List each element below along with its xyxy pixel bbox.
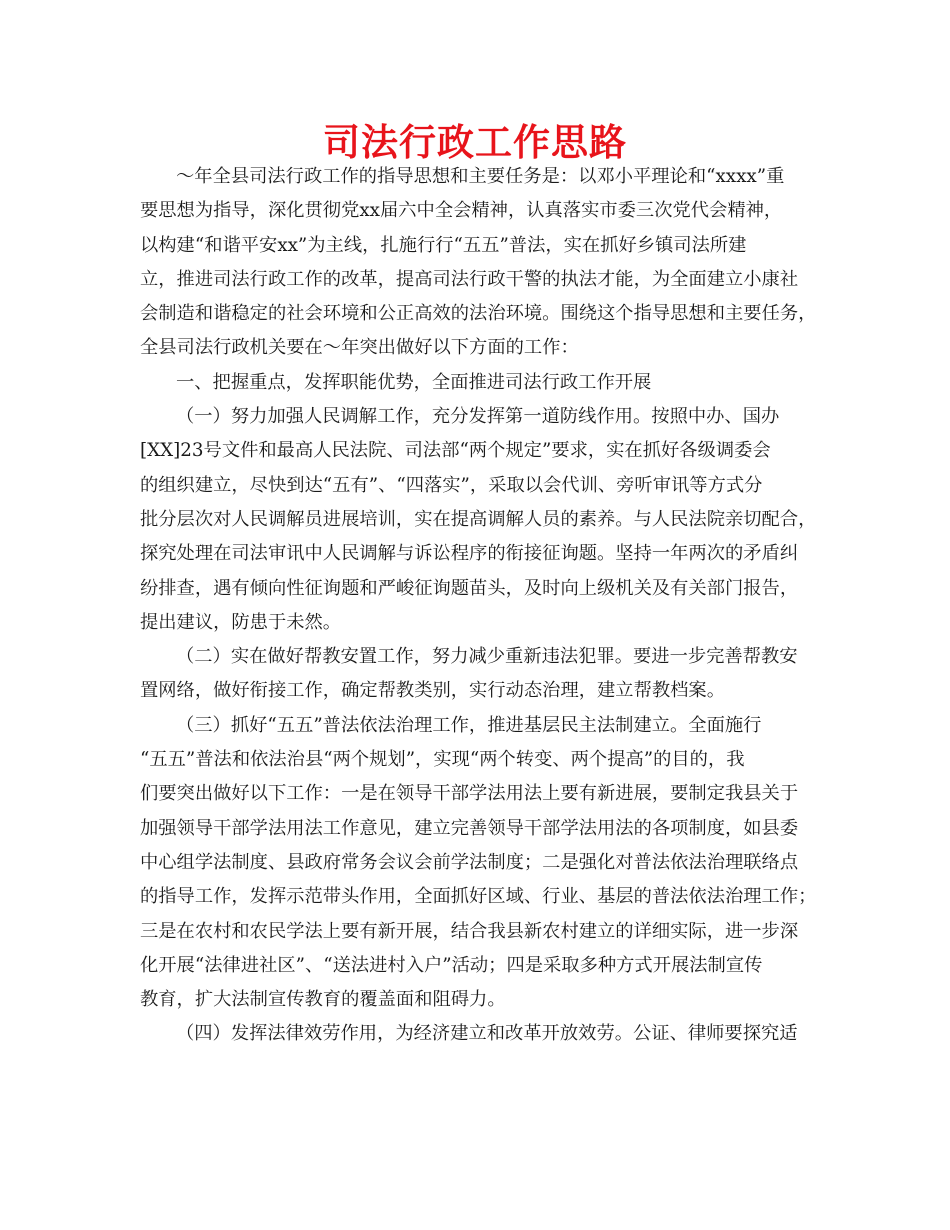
- body-line: 的组织建立，尽快到达“五有”、“四落实”，采取以会代训、旁听审讯等方式分: [140, 474, 763, 496]
- body-line: “五五”普法和依法治县“两个规划”，实现“两个转变、两个提高”的目的，我: [140, 749, 745, 771]
- document-title: 司法行政工作思路: [323, 121, 627, 164]
- body-line: 批分层次对人民调解员进展培训，实在提高调解人员的素养。与人民法院亲切配合，: [140, 508, 817, 530]
- body-line: 纷排查，遇有倾向性征询题和严峻征询题苗头，及时向上级机关及有关部门报告，: [140, 577, 799, 599]
- body-line: 三是在农村和农民学法上要有新开展，结合我县新农村建立的详细实际，进一步深: [140, 920, 799, 942]
- body-line: 以构建“和谐平安xx”为主线，扎施行行“五五”普法，实在抓好乡镇司法所建: [140, 234, 747, 256]
- body-line: 中心组学法制度、县政府常务会议会前学法制度；二是强化对普法依法治理联络点: [140, 851, 799, 873]
- body-line: 提出建议，防患于未然。: [140, 611, 342, 633]
- body-line: 立，推进司法行政工作的改革，提高司法行政干警的执法才能，为全面建立小康社: [140, 268, 799, 290]
- body-line: 化开展“法律进社区”、“送法进村入户”活动；四是采取多种方式开展法制宣传: [140, 954, 763, 976]
- body-line: 全县司法行政机关要在～年突出做好以下方面的工作：: [140, 337, 579, 359]
- section-heading: 一、把握重点，发挥职能优势，全面推进司法行政工作开展: [176, 371, 652, 393]
- body-line: 加强领导干部学法用法工作意见，建立完善领导干部学法用法的各项制度，如县委: [140, 817, 799, 839]
- body-line: 置网络，做好衔接工作，确定帮教类别，实行动态治理，建立帮教档案。: [140, 680, 725, 702]
- document-body: [140, 160, 828, 1052]
- body-line: ～年全县司法行政工作的指导思想和主要任务是：以邓小平理论和“xxxx”重: [176, 166, 785, 187]
- body-line: 们要突出做好以下工作：一是在领导干部学法用法上要有新进展，要制定我县关于: [140, 783, 799, 805]
- body-line: 会制造和谐稳定的社会环境和公正高效的法治环境。围绕这个指导思想和主要任务，: [140, 303, 817, 325]
- body-line: 的指导工作，发挥示范带头作用，全面抓好区域、行业、基层的普法依法治理工作；: [140, 886, 817, 908]
- body-line: （二）实在做好帮教安置工作，努力减少重新违法犯罪。要进一步完善帮教安: [176, 646, 798, 668]
- body-line: （四）发挥法律效劳作用，为经济建立和改革开放效劳。公证、律师要探究适: [176, 1023, 798, 1045]
- body-line: 探究处理在司法审讯中人民调解与诉讼程序的衔接征询题。坚持一年两次的矛盾纠: [140, 543, 799, 565]
- body-line: 要思想为指导，深化贯彻党xx届六中全会精神，认真落实市委三次党代会精神，: [140, 200, 783, 222]
- body-line: （三）抓好“五五”普法依法治理工作，推进基层民主法制建立。全面施行: [176, 714, 762, 736]
- body-line: （一）努力加强人民调解工作，充分发挥第一道防线作用。按照中办、国办: [176, 406, 780, 428]
- body-line: [XX]23号文件和最高人民法院、司法部“两个规定”要求，实在抓好各级调委会: [140, 440, 771, 462]
- body-line: 教育，扩大法制宣传教育的覆盖面和阻碍力。: [140, 989, 506, 1011]
